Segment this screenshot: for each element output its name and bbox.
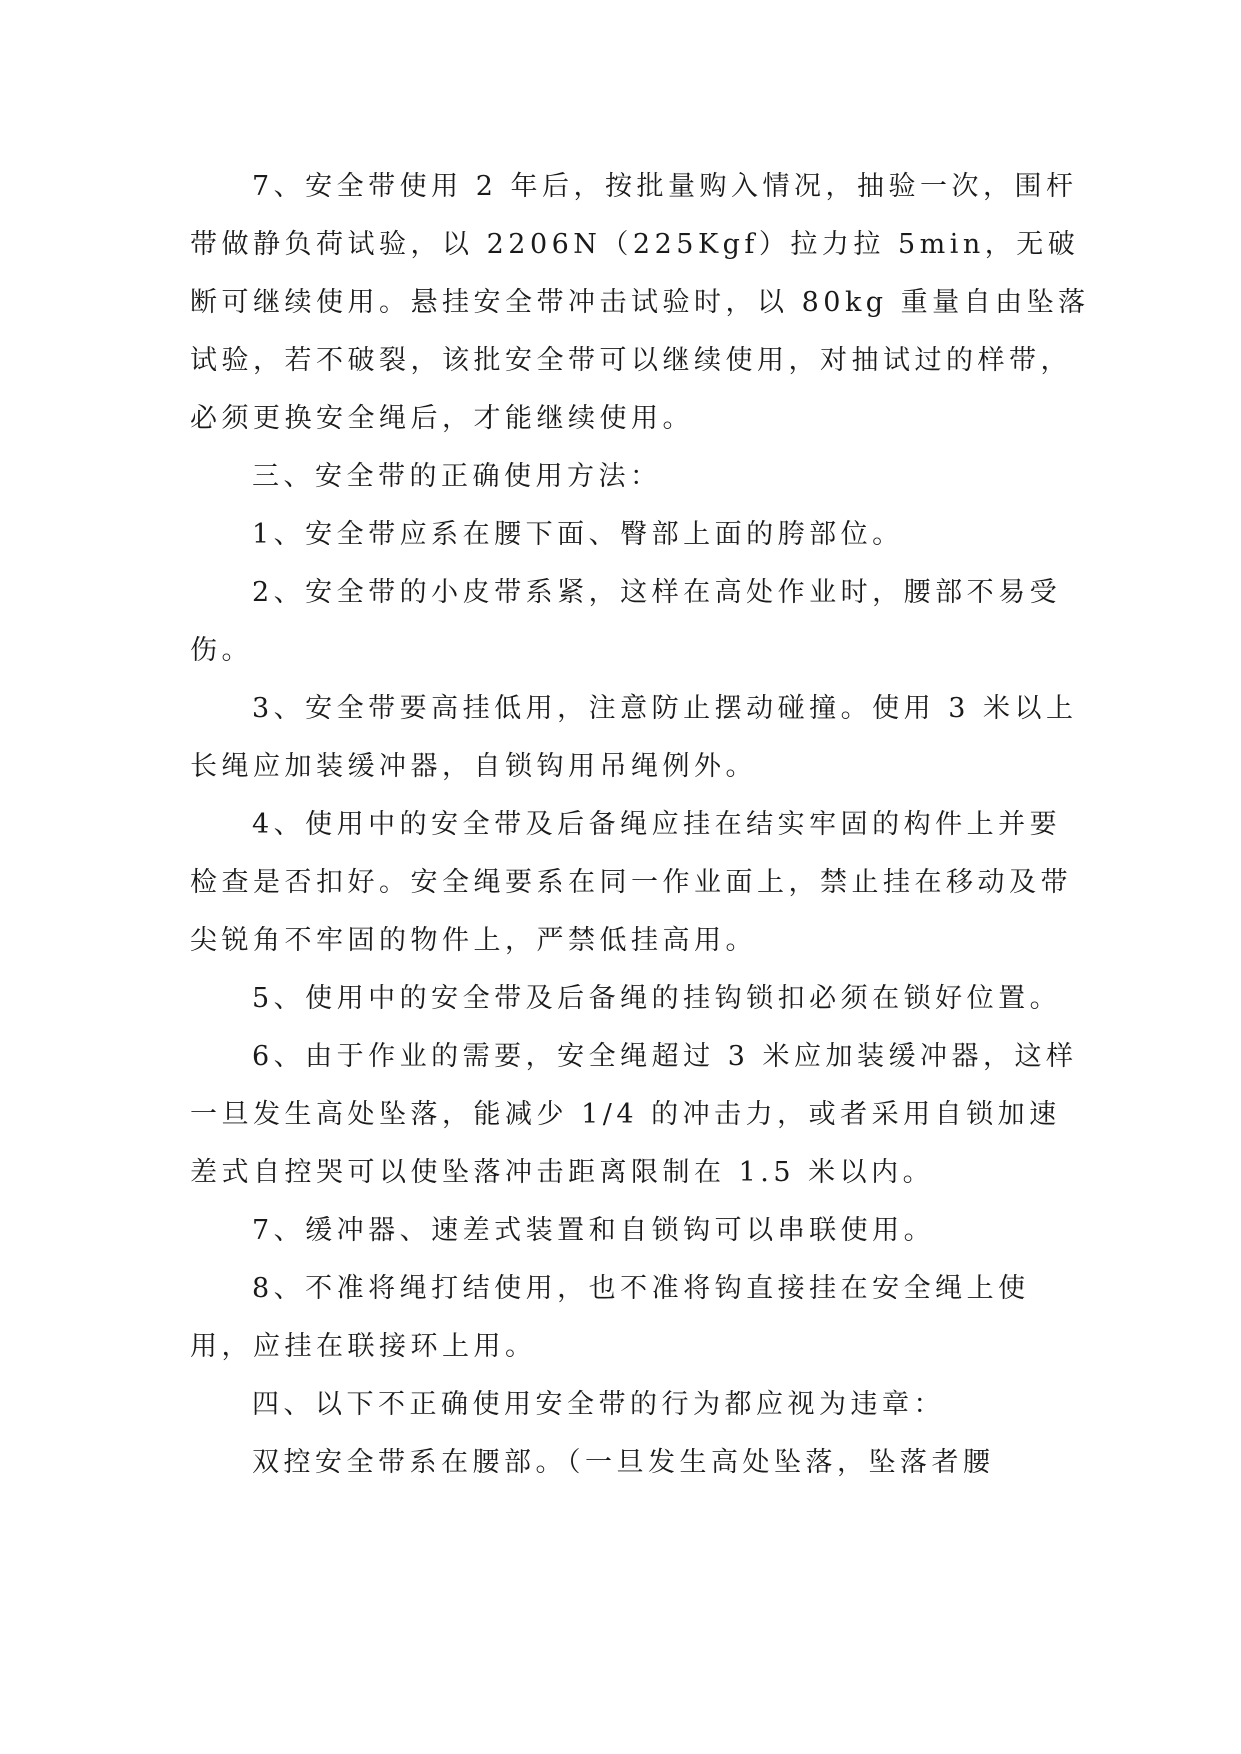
document-body xyxy=(190,158,1090,1492)
paragraph-usage-3: 3、安全带要高挂低用，注意防止摆动碰撞。使用 3 米以上长绳应加装缓冲器，自锁钩用吊绳例外。 xyxy=(190,693,1078,782)
paragraph-usage-6: 6、由于作业的需要，安全绳超过 3 米应加装缓冲器，这样一旦发生高处坠落，能减少 1/4 的冲击力，或者采用自锁加速差式自控哭可以使坠落冲击距离限制在 1.5 米以内。 xyxy=(190,1041,1078,1188)
paragraph-annual-inspection: 7、安全带使用 2 年后，按批量购入情况，抽验一次，围杆带做静负荷试验，以 2206N（225Kgf）拉力拉 5min，无破断可继续使用。悬挂安全带冲击试验时，以 80kg 重量自由坠落试验，若不破裂，该批安全带可以继续使用，对抽试过的样带，必须更换安全绳后，才能继续使用。 xyxy=(190,171,1090,434)
paragraph-usage-4: 4、使用中的安全带及后备绳应挂在结实牢固的构件上并要检查是否扣好。安全绳要系在同一作业面上，禁止挂在移动及带尖锐角不牢固的物件上，严禁低挂高用。 xyxy=(190,809,1072,956)
paragraph-violation-1: 双控安全带系在腰部。（一旦发生高处坠落，坠落者腰 xyxy=(252,1447,995,1478)
section-heading-violations: 四、以下不正确使用安全带的行为都应视为违章： xyxy=(252,1389,945,1420)
section-heading-correct-usage: 三、安全带的正确使用方法： xyxy=(252,461,662,492)
paragraph-usage-8: 8、不准将绳打结使用，也不准将钩直接挂在安全绳上使用，应挂在联接环上用。 xyxy=(190,1273,1030,1362)
paragraph-usage-7: 7、缓冲器、速差式装置和自锁钩可以串联使用。 xyxy=(252,1215,936,1246)
paragraph-usage-1: 1、安全带应系在腰下面、臀部上面的胯部位。 xyxy=(252,519,904,550)
paragraph-usage-2: 2、安全带的小皮带系紧，这样在高处作业时，腰部不易受伤。 xyxy=(190,577,1062,666)
paragraph-usage-5: 5、使用中的安全带及后备绳的挂钩锁扣必须在锁好位置。 xyxy=(252,983,1062,1014)
